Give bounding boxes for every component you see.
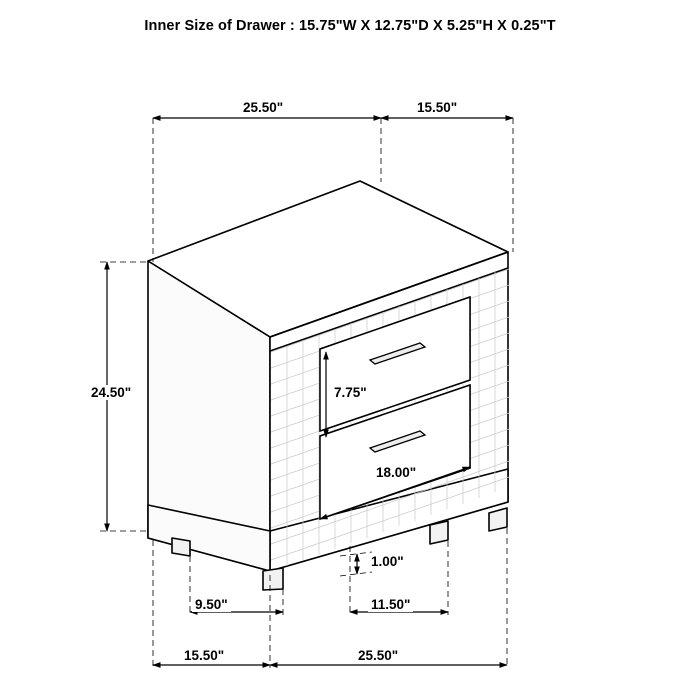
label-bottom-right-width: 25.50" [355, 648, 401, 663]
leg-front-right [489, 508, 507, 531]
leg-front-left [263, 568, 283, 590]
label-bottom-left-depth: 15.50" [181, 648, 227, 663]
label-foot-left-width: 9.50" [192, 597, 231, 612]
label-overall-height: 24.50" [88, 385, 134, 400]
label-foot-right-width: 11.50" [368, 597, 413, 612]
label-drawer-width: 18.00" [373, 465, 419, 480]
leg-back-right [430, 521, 448, 544]
label-drawer-height: 7.75" [331, 385, 370, 400]
label-top-right-depth: 15.50" [414, 100, 460, 115]
page-title: Inner Size of Drawer : 15.75"W X 12.75"D X 5.25"H X 0.25"T [144, 18, 556, 34]
label-top-left-width: 25.50" [240, 100, 286, 115]
leg-back-left [172, 538, 190, 556]
label-leg-height: 1.00" [368, 554, 407, 569]
